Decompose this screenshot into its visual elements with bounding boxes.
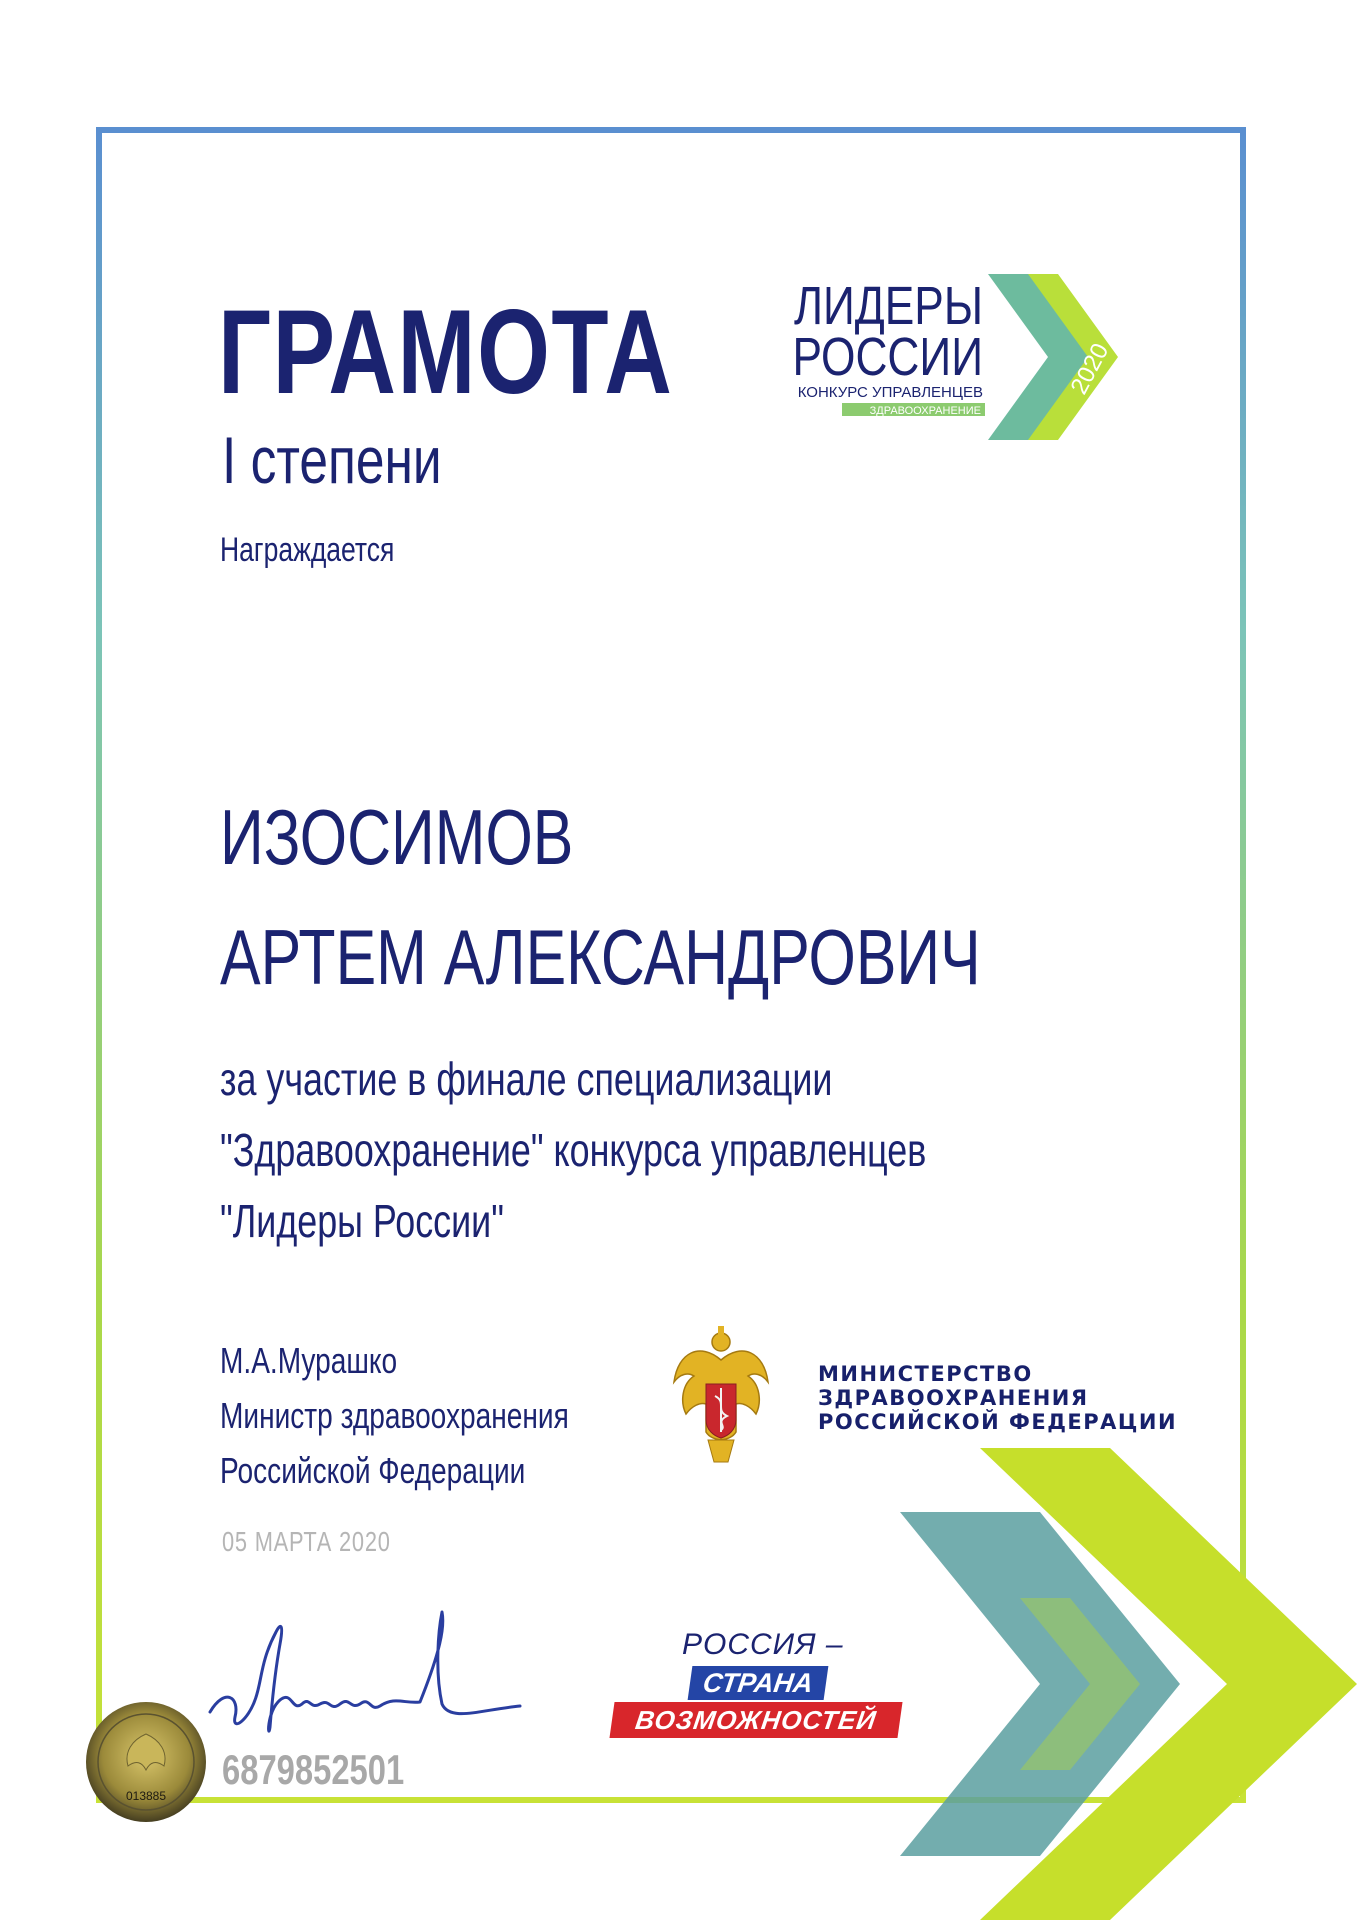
ministry-name: [818, 1362, 1177, 1434]
certificate-degree-text: I степени: [222, 423, 442, 497]
coo-line-1: РОССИЯ –: [682, 1628, 844, 1661]
handwritten-signature: [180, 1592, 580, 1762]
award-reason-line: [220, 1044, 1125, 1115]
signer-name-text: М.А.Мурашко: [220, 1340, 398, 1381]
double-headed-eagle-icon: [672, 1322, 770, 1468]
signer-name: [220, 1333, 667, 1388]
signer-position-line-2: Российской Федерации: [220, 1450, 526, 1491]
award-reason-line: [220, 1115, 1125, 1186]
ministry-name-line-3: РОССИЙСКОЙ ФЕДЕРАЦИИ: [818, 1410, 1178, 1434]
recipient-first-names: [220, 913, 1195, 1001]
coo-line-3: ВОЗМОЖНОСТЕЙ: [609, 1702, 902, 1738]
seal-number: 013885: [125, 1789, 167, 1803]
awarded-label: [220, 533, 444, 567]
leaders-of-russia-logo: [792, 272, 1118, 442]
coo-line-2: СТРАНА: [688, 1666, 829, 1700]
award-reason-line-1: за участие в финале специализации: [220, 1053, 833, 1105]
decorative-chevrons: [880, 1448, 1357, 1920]
logo-specialization: ЗДРАВООХРАНЕНИЕ: [869, 405, 981, 417]
certificate-title-text: ГРАМОТА: [218, 285, 674, 419]
logo-line2: РОССИИ: [792, 326, 983, 388]
recipient-first-names-text: АРТЕМ АЛЕКСАНДРОВИЧ: [220, 913, 981, 1001]
country-of-opportunities-logo: [606, 1620, 906, 1740]
ministry-name-line-2: ЗДРАВООХРАНЕНИЯ: [818, 1386, 1089, 1410]
logo-year: 2020: [1065, 338, 1115, 399]
award-reason-line: [220, 1186, 1125, 1257]
awarded-label-text: Награждается: [220, 531, 395, 569]
logo-subtitle: КОНКУРС УПРАВЛЕНЦЕВ: [797, 384, 983, 401]
signer-position-line: [220, 1443, 667, 1498]
recipient-last-name: [220, 793, 673, 881]
leaders-logo-graphic: [792, 272, 1118, 442]
award-reason: [220, 1044, 1125, 1257]
hologram-seal: [84, 1700, 208, 1824]
signer-position-line: [220, 1388, 667, 1443]
serial-number-text: 6879852501: [222, 1746, 405, 1793]
certificate-degree: [222, 423, 504, 497]
recipient-last-name-text: ИЗОСИМОВ: [220, 793, 574, 881]
award-reason-line-3: "Лидеры России": [220, 1195, 504, 1247]
signer-position-line-1: Министр здравоохранения: [220, 1395, 569, 1436]
ministry-emblem-icon: [672, 1322, 770, 1468]
ministry-name-line-1: МИНИСТЕРСТВО: [818, 1362, 1033, 1386]
logo-line1: ЛИДЕРЫ: [793, 275, 983, 337]
certificate-title: [218, 285, 802, 419]
issue-date-text: 05 МАРТА 2020: [222, 1526, 391, 1557]
issue-date: [222, 1528, 438, 1556]
signer-block: [220, 1333, 667, 1498]
serial-number: [222, 1746, 456, 1793]
award-reason-line-2: "Здравоохранение" конкурса управленцев: [220, 1124, 927, 1176]
